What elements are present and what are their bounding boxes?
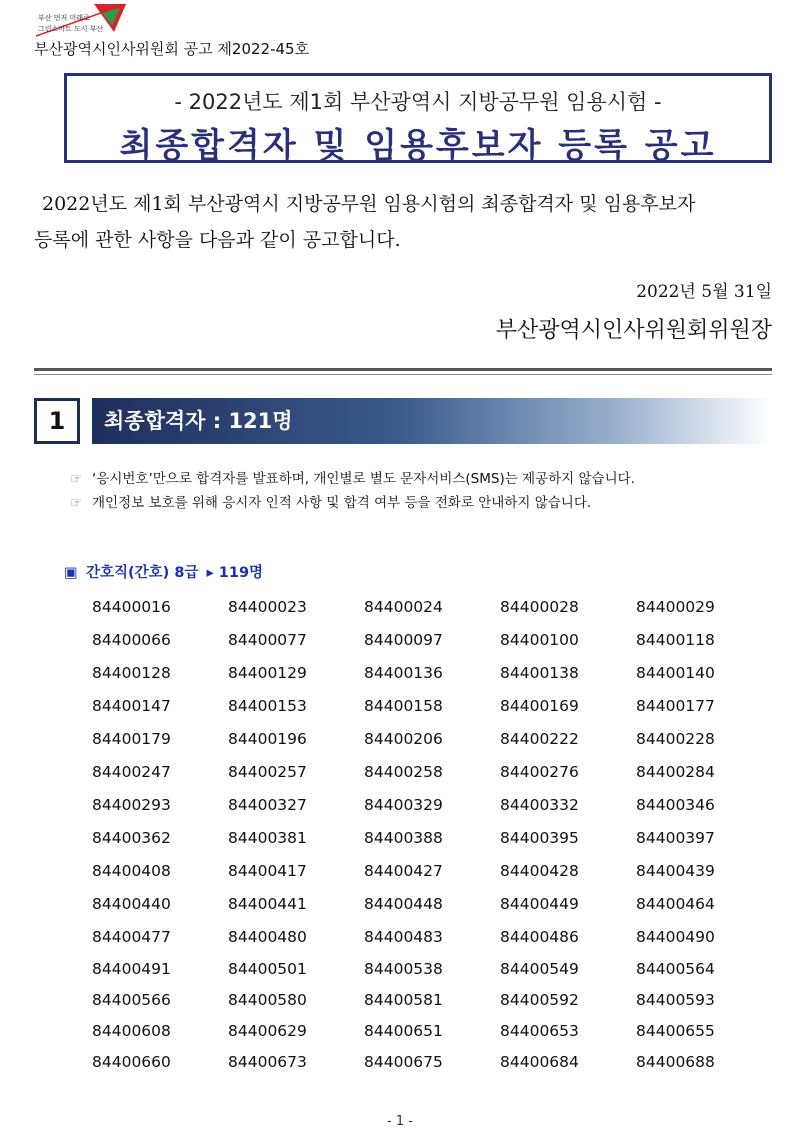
applicant-number: 84400136 xyxy=(364,663,443,682)
applicant-number: 84400327 xyxy=(228,795,307,814)
applicant-number: 84400395 xyxy=(500,828,579,847)
applicant-number: 84400439 xyxy=(636,861,715,880)
applicant-number: 84400293 xyxy=(92,795,171,814)
applicant-number: 84400222 xyxy=(500,729,579,748)
applicant-number: 84400129 xyxy=(228,663,307,682)
square-bullet-icon: ▣ xyxy=(64,565,78,581)
applicant-number: 84400538 xyxy=(364,959,443,978)
applicant-number: 84400566 xyxy=(92,990,171,1009)
applicant-number: 84400673 xyxy=(228,1052,307,1071)
bullet-text: 개인정보 보호를 위해 응시자 인적 사항 및 합격 여부 등을 전화로 안내하지 않습니다. xyxy=(92,495,592,511)
notice-number: 부산광역시인사위원회 공고 제2022-45호 xyxy=(34,40,310,58)
applicant-number: 84400486 xyxy=(500,927,579,946)
applicant-number: 84400441 xyxy=(228,894,307,913)
applicant-number: 84400128 xyxy=(92,663,171,682)
applicant-number: 84400660 xyxy=(92,1052,171,1071)
applicant-number: 84400675 xyxy=(364,1052,443,1071)
applicant-number: 84400066 xyxy=(92,630,171,649)
category-header xyxy=(64,561,263,582)
applicant-number: 84400257 xyxy=(228,762,307,781)
applicant-number: 84400408 xyxy=(92,861,171,880)
section-number: 1 xyxy=(34,398,80,444)
number-row xyxy=(92,689,772,722)
applicant-number: 84400097 xyxy=(364,630,443,649)
applicant-number: 84400284 xyxy=(636,762,715,781)
applicant-number: 84400655 xyxy=(636,1021,715,1040)
applicant-number: 84400593 xyxy=(636,990,715,1009)
title-box xyxy=(64,73,772,166)
applicant-number: 84400464 xyxy=(636,894,715,913)
logo-slogan: 부산 먼저 미래로 xyxy=(38,14,90,22)
applicant-number: 84400684 xyxy=(500,1052,579,1071)
section-header-bar xyxy=(92,398,772,444)
applicant-number: 84400077 xyxy=(228,630,307,649)
applicant-number: 84400153 xyxy=(228,696,307,715)
applicant-number: 84400477 xyxy=(92,927,171,946)
title-subtitle: - 2022년도 제1회 부산광역시 지방공무원 임용시험 - xyxy=(174,90,662,114)
applicant-number: 84400158 xyxy=(364,696,443,715)
applicant-number: 84400653 xyxy=(500,1021,579,1040)
number-row xyxy=(92,722,772,755)
applicant-number: 84400581 xyxy=(364,990,443,1009)
intro-paragraph xyxy=(34,186,774,258)
page-title: 최종합격자 및 임용후보자 등록 공고 xyxy=(119,126,717,166)
applicant-number: 84400397 xyxy=(636,828,715,847)
number-row xyxy=(92,755,772,788)
applicant-number: 84400346 xyxy=(636,795,715,814)
applicant-number: 84400024 xyxy=(364,597,443,616)
applicant-number: 84400206 xyxy=(364,729,443,748)
applicant-number: 84400140 xyxy=(636,663,715,682)
applicant-number: 84400016 xyxy=(92,597,171,616)
bullet-item xyxy=(70,467,635,491)
divider-thick xyxy=(34,368,772,371)
intro-line-1: 2022년도 제1회 부산광역시 지방공무원 임용시험의 최종합격자 및 임용후보자 xyxy=(42,193,696,215)
applicant-number: 84400177 xyxy=(636,696,715,715)
applicant-number: 84400179 xyxy=(92,729,171,748)
applicant-number: 84400440 xyxy=(92,894,171,913)
applicant-number: 84400228 xyxy=(636,729,715,748)
issuer: 부산광역시인사위원회위원장 xyxy=(495,318,772,343)
applicant-number: 84400427 xyxy=(364,861,443,880)
applicant-number: 84400258 xyxy=(364,762,443,781)
number-row xyxy=(92,953,772,984)
number-row xyxy=(92,590,772,623)
applicant-number: 84400118 xyxy=(636,630,715,649)
intro-line-2: 등록에 관한 사항을 다음과 같이 공고합니다. xyxy=(34,229,401,251)
applicant-number: 84400028 xyxy=(500,597,579,616)
applicant-number: 84400276 xyxy=(500,762,579,781)
number-row xyxy=(92,920,772,953)
logo-city-text: 그린스마트 도시 부산 xyxy=(38,25,104,33)
applicant-number: 84400629 xyxy=(228,1021,307,1040)
category-count: ▸ 119명 xyxy=(206,565,264,581)
applicant-number-grid xyxy=(92,590,772,1077)
applicant-number: 84400449 xyxy=(500,894,579,913)
applicant-number: 84400169 xyxy=(500,696,579,715)
section-title: 최종합격자 : 121명 xyxy=(104,409,293,433)
applicant-number: 84400196 xyxy=(228,729,307,748)
applicant-number: 84400029 xyxy=(636,597,715,616)
applicant-number: 84400608 xyxy=(92,1021,171,1040)
number-row xyxy=(92,623,772,656)
bullet-text: ‘응시번호’만으로 합격자를 발표하며, 개인별로 별도 문자서비스(SMS)는 제공하지 않습니다. xyxy=(92,471,635,487)
number-row xyxy=(92,854,772,887)
applicant-number: 84400023 xyxy=(228,597,307,616)
applicant-number: 84400651 xyxy=(364,1021,443,1040)
applicant-number: 84400381 xyxy=(228,828,307,847)
applicant-number: 84400417 xyxy=(228,861,307,880)
applicant-number: 84400428 xyxy=(500,861,579,880)
notice-bullets xyxy=(70,467,635,515)
applicant-number: 84400138 xyxy=(500,663,579,682)
applicant-number: 84400490 xyxy=(636,927,715,946)
number-row xyxy=(92,788,772,821)
divider-thin xyxy=(34,374,772,375)
applicant-number: 84400483 xyxy=(364,927,443,946)
applicant-number: 84400332 xyxy=(500,795,579,814)
applicant-number: 84400100 xyxy=(500,630,579,649)
pointing-hand-icon: ☞ xyxy=(70,471,83,487)
number-row xyxy=(92,984,772,1015)
number-row xyxy=(92,1046,772,1077)
page-number: - 1 - xyxy=(387,1114,413,1129)
applicant-number: 84400491 xyxy=(92,959,171,978)
applicant-number: 84400580 xyxy=(228,990,307,1009)
applicant-number: 84400688 xyxy=(636,1052,715,1071)
applicant-number: 84400501 xyxy=(228,959,307,978)
busan-logo xyxy=(36,4,128,38)
category-label: 간호직(간호) 8급 xyxy=(86,565,199,581)
notice-date: 2022년 5월 31일 xyxy=(636,282,772,302)
applicant-number: 84400329 xyxy=(364,795,443,814)
applicant-number: 84400362 xyxy=(92,828,171,847)
number-row xyxy=(92,1015,772,1046)
bullet-item xyxy=(70,491,635,515)
applicant-number: 84400448 xyxy=(364,894,443,913)
applicant-number: 84400592 xyxy=(500,990,579,1009)
number-row xyxy=(92,656,772,689)
applicant-number: 84400549 xyxy=(500,959,579,978)
applicant-number: 84400247 xyxy=(92,762,171,781)
applicant-number: 84400388 xyxy=(364,828,443,847)
applicant-number: 84400480 xyxy=(228,927,307,946)
number-row xyxy=(92,887,772,920)
number-row xyxy=(92,821,772,854)
applicant-number: 84400147 xyxy=(92,696,171,715)
pointing-hand-icon: ☞ xyxy=(70,495,83,511)
applicant-number: 84400564 xyxy=(636,959,715,978)
